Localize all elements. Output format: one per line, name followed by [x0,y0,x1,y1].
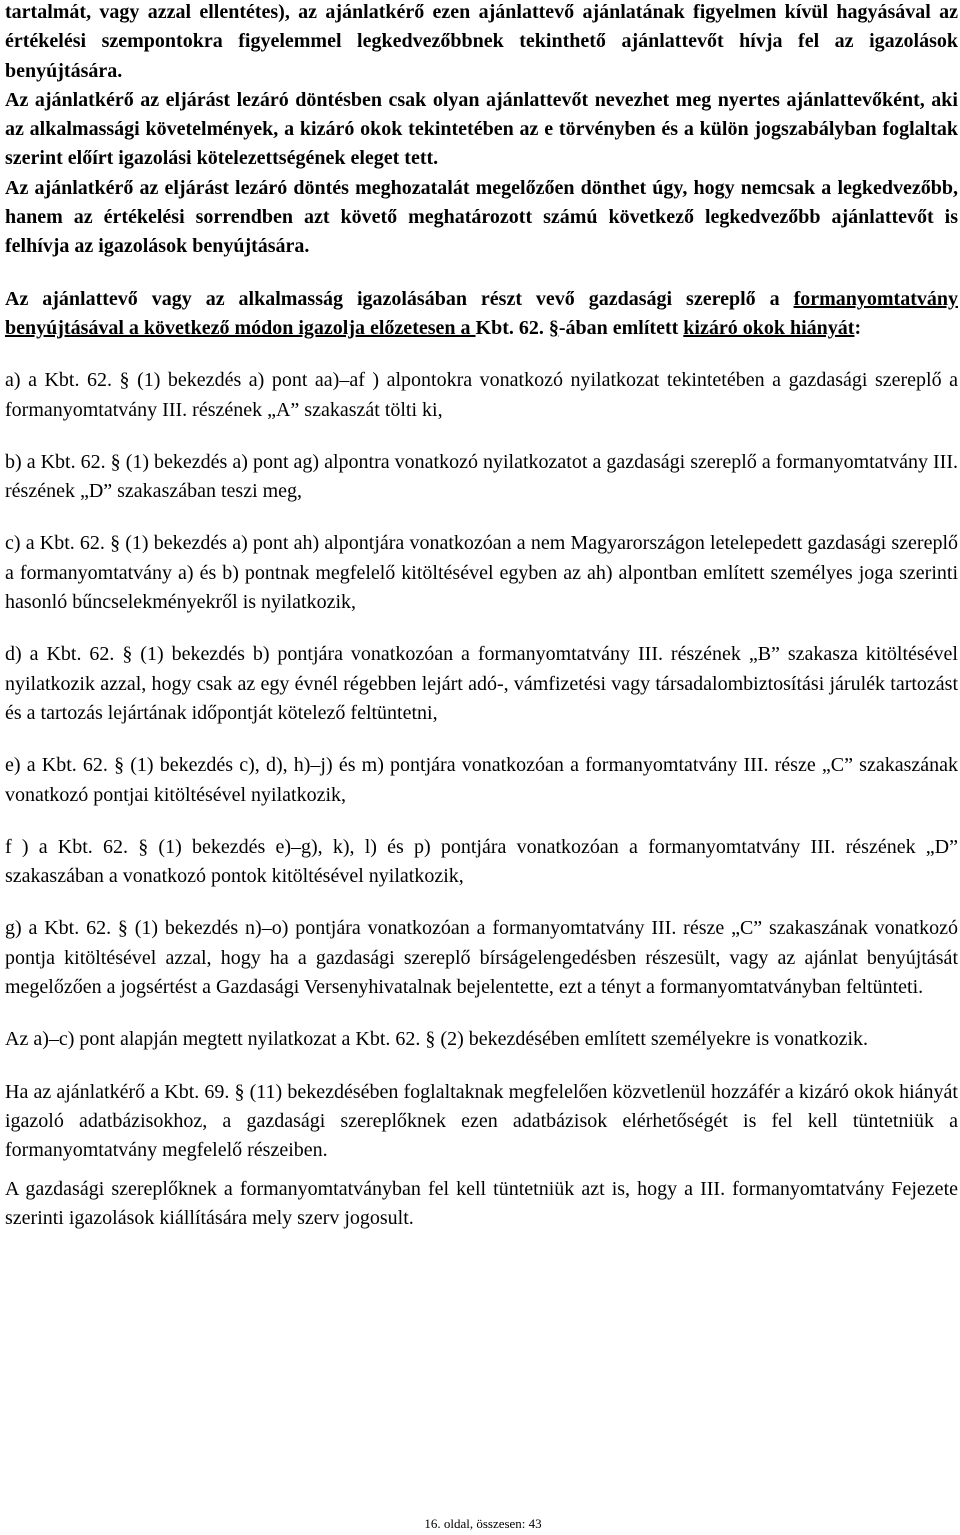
paragraph-persons-scope: Az a)–c) pont alapján megtett nyilatkozat a Kbt. 62. § (2) bekezdésében említett személyekre is vonatkozik. [5,1028,869,1051]
exclusion-underlined-text: formanyomtatvány benyújtásával a következő módon igazolja előzetesen a [5,287,958,339]
paragraph-ranking-rule: Az ajánlatkérő az eljárást lezáró döntés meghozatalát megelőzően dönthet úgy, hogy nemcsak a legkedvezőbb, hanem az értékelési sorrendben azt követő meghatározott számú következő legkedvezőbb ajánlattevőt is felhívja az igazolások benyújtására. [5,176,958,258]
exclusion-grounds-underlined: kizáró okok hiányát [683,316,855,339]
paragraph-exclusion-grounds [5,285,958,344]
page-number-label: 16. oldal, összesen: 43 [424,1516,542,1531]
list-item-b: b) a Kbt. 62. § (1) bekezdés a) pont ag) alpontra vonatkozó nyilatkozatot a gazdasági szereplő a formanyomtatvány III. részének „D” szakaszában teszi meg, [5,450,958,503]
section-sign: § [548,316,559,339]
page-footer [0,1516,960,1532]
paragraph-database-access: Ha az ajánlatkérő a Kbt. 69. § (11) bekezdésében foglaltaknak megfelelően közvetlenül hozzáfér a kizáró okok hiányát igazoló adatbázisokhoz, a gazdasági szereplőknek ezen adatbázisok elérhetőségét is fel kell tüntetniük a formanyomtatvány megfelelő részeiben. [5,1080,958,1162]
document-body [5,0,958,1233]
list-item-g: g) a Kbt. 62. § (1) bekezdés n)–o) pontjára vonatkozóan a formanyomtatvány III. része „C” szakaszának vonatkozó pontja kitöltésével azzal, hogy ha a gazdasági szereplő bírságelengedésben részesült, vagy az ajánlat benyújtását megelőzően a jogsértést a Gazdasági Versenyhivatalnak bejelentette, ezt a tényt a formanyomtatványban feltünteti. [5,917,958,999]
list-item-d: d) a Kbt. 62. § (1) bekezdés b) pontjára vonatkozóan a formanyomtatvány III. részének „B” szakasza kitöltésével nyilatkozik azzal, hogy csak az egy évnél régebben lejárt adó-, vámfizetési vagy társadalombiztosítási járulék tartozást és a tartozás lejártának időpontját kötelező feltüntetni, [5,643,958,724]
list-item-c: c) a Kbt. 62. § (1) bekezdés a) pont ah) alpontjára vonatkozóan a nem Magyarországon letelepedett gazdasági szereplő a formanyomtatvány a) és b) pontnak megfelelő kitöltésével egyben az ah) alpontban említett személyes joga szerinti hasonló bűncselekményekről is nyilatkozik, [5,532,958,614]
paragraph-issuing-body: A gazdasági szereplőknek a formanyomtatványban fel kell tüntetniük azt is, hogy a III. formanyomtatvány Fejezete szerinti igazolások kiállítására mely szerv jogosult. [5,1177,958,1229]
list-item-a: a) a Kbt. 62. § (1) bekezdés a) pont aa)–af ) alpontokra vonatkozó nyilatkozat tekintetében a gazdasági szereplő a formanyomtatvány III. részének „A” szakaszát tölti ki, [5,369,958,421]
exclusion-mid-text: -ában említett [558,316,684,339]
paragraph-winner-rule: Az ajánlatkérő az eljárást lezáró döntésben csak olyan ajánlattevőt nevezhet meg nyertes ajánlattevőként, aki az alkalmassági követelmények, a kizáró okok tekintetében az e törvényben és a külön jogszabályban foglaltak szerint előírt igazolási kötelezettségének eleget tett. [5,88,958,170]
exclusion-colon: : [854,316,862,339]
exclusion-law-ref: Kbt. 62. [475,316,549,339]
list-item-f: f ) a Kbt. 62. § (1) bekezdés e)–g), k), l) és p) pontjára vonatkozóan a formanyomtatvány III. részének „D” szakaszában a vonatkozó pontok kitöltésével nyilatkozik, [5,835,958,888]
list-item-e: e) a Kbt. 62. § (1) bekezdés c), d), h)–j) és m) pontjára vonatkozóan a formanyomtatvány III. része „C” szakaszának vonatkozó pontjai kitöltésével nyilatkozik, [5,754,958,806]
paragraph-intro-continuation: tartalmát, vagy azzal ellentétes), az ajánlatkérő ezen ajánlattevő ajánlatának figyelmen kívül hagyásával az értékelési szempontokra figyelemmel legkedvezőbbnek tekinthető ajánlattevőt hívja fel az igazolások benyújtására. [5,1,958,82]
exclusion-intro-text: Az ajánlattevő vagy az alkalmasság igazolásában részt vevő gazdasági szereplő a [5,287,794,310]
